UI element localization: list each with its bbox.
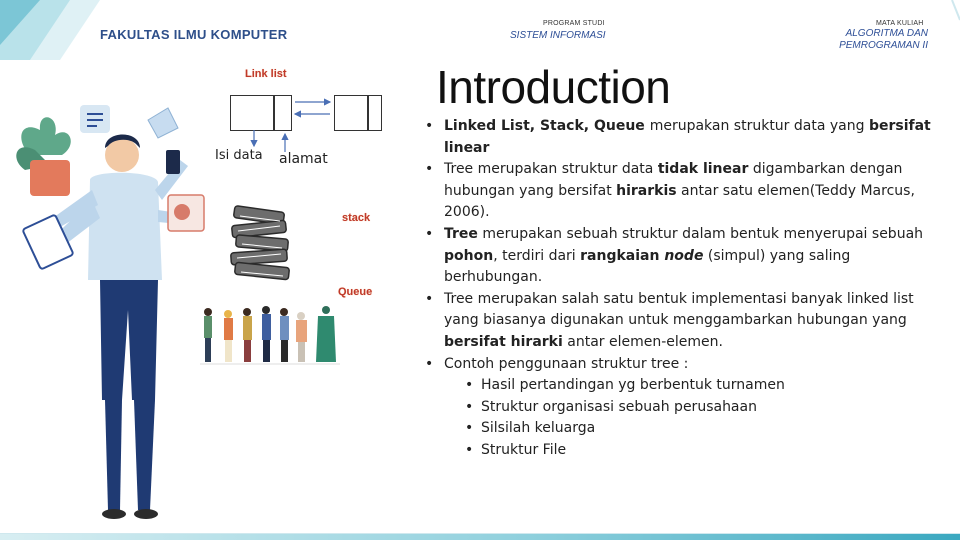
books-stack-illustration (228, 205, 298, 290)
bullet-text: pohon (444, 247, 494, 264)
bullet-item (423, 159, 943, 224)
queue-illustration (200, 300, 340, 370)
bullet-text: tidak linear (657, 161, 749, 178)
sub-bullet-item: • Hasil pertandingan yg berbentuk turnamen (423, 375, 943, 397)
person-illustration (10, 100, 210, 530)
faculty-name: FAKULTAS ILMU KOMPUTER (100, 27, 288, 42)
program-label: PROGRAM STUDI (543, 20, 605, 27)
bullet-item (423, 354, 943, 376)
course-value (838, 28, 928, 52)
sub-bullet-item: • Silsilah keluarga (423, 418, 943, 440)
bullet-text: Tree merupakan salah satu bentuk implementasi banyak linked list yang biasanya digunakan untuk menggambarkan hubungan yang (444, 290, 914, 329)
content-body (423, 116, 943, 462)
bullet-text: node (664, 247, 704, 264)
course-value-line2: PEMROGRAMAN II (839, 40, 928, 51)
bullet-text: bersifat linear (444, 118, 931, 156)
alamat-label: alamat (279, 151, 328, 167)
queue-label: Queue (338, 286, 373, 298)
stack-label: stack (342, 212, 371, 224)
link-list-label: Link list (245, 68, 287, 80)
bullet-item (423, 224, 943, 289)
bullet-item (423, 116, 943, 159)
bullet-text: merupakan struktur data yang (649, 118, 869, 134)
course-value-line1: ALGORITMA DAN (845, 28, 928, 39)
right-edge-decoration (930, 0, 960, 120)
isi-data-label: Isi data (215, 148, 263, 163)
chat-bubble-icon (80, 105, 110, 133)
bullet-item (423, 289, 943, 354)
phone-icon (166, 150, 180, 174)
bullet-text: , terdiri dari (493, 247, 581, 264)
chart-card-icon (168, 195, 204, 231)
page-title: Introduction (436, 61, 671, 113)
sub-bullet-item: • Struktur File (423, 440, 943, 462)
bullet-text: antar satu elemen(Teddy Marcus, 2006). (444, 182, 915, 221)
bullet-text: bersifat hirarki (444, 333, 563, 350)
bullet-text: antar elemen-elemen. (562, 333, 723, 350)
bullet-text: Tree merupakan struktur data (444, 161, 658, 178)
bullet-text: Tree (444, 225, 478, 242)
program-value: SISTEM INFORMASI (510, 30, 606, 41)
envelope-icon (148, 108, 178, 138)
bottom-bar (0, 534, 960, 540)
bullet-text: (simpul) yang saling berhubungan. (444, 247, 851, 286)
bullet-text: hirarkis (616, 182, 677, 199)
bullet-text: Linked List, Stack, Queue (444, 118, 650, 134)
course-label: MATA KULIAH (876, 20, 924, 27)
main-bullet-list (423, 116, 943, 375)
sub-bullet-list (423, 375, 943, 461)
bullet-text: digambarkan dengan hubungan yang bersifat (444, 161, 903, 199)
bullet-text: Contoh penggunaan struktur tree : (444, 355, 689, 372)
plant-icon (16, 117, 70, 196)
bullet-text: merupakan sebuah struktur dalam bentuk menyerupai sebuah (477, 225, 924, 242)
bullet-text: rangkaian (580, 247, 665, 264)
sub-bullet-item: • Struktur organisasi sebuah perusahaan (423, 397, 943, 419)
